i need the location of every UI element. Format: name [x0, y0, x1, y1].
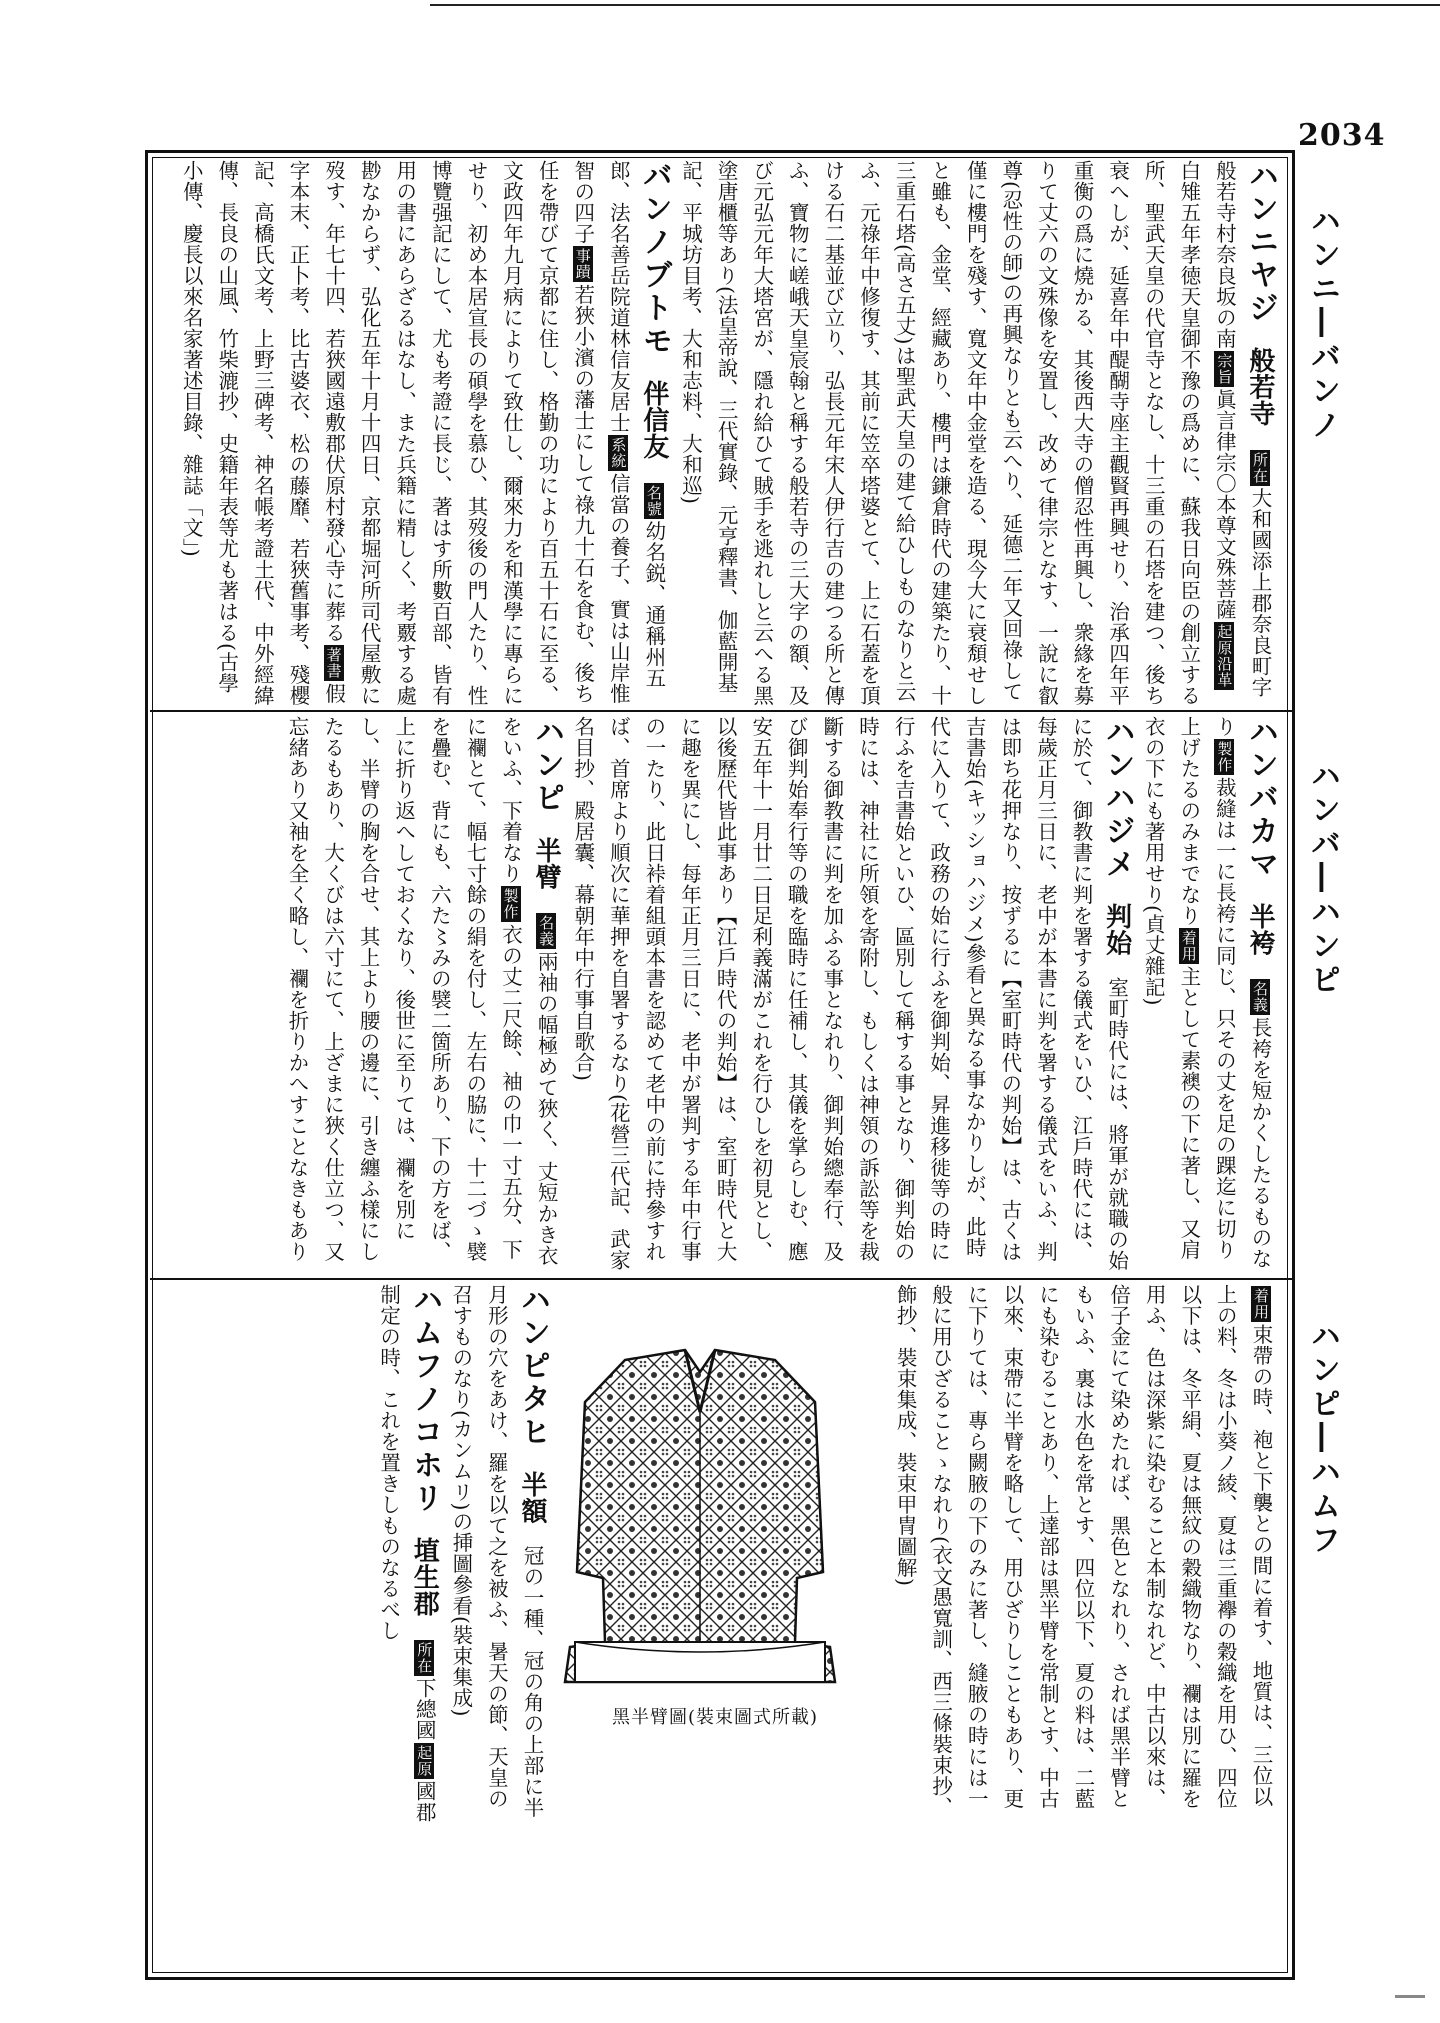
- entry-text: 冠の一種、冠の角の上部に半月形の穴をあけ、羅を以て之を被ふ、暑天の節、天皇の召すものなり(カンムリ)の挿圖參看(裝束集成): [448, 1284, 544, 1818]
- headword-kanji-hanbakama: 半袴: [1245, 903, 1275, 956]
- tag-name: 名號: [644, 484, 663, 517]
- entry-text: 室町時代には、將軍が就職の始に於て、御教書に判を署する儀式をいひ、江戶時代には、每歲正月三日に、老中が本書に判を署する儀式をいふ、判は即ち花押なり、按ずるに【室町時代の判始】は、古くは吉書始(キッショハジメ)參看と異なる事なかりしが、此時代に入りて、政務の始に行ふを御判始、昇進移徙等の時に行ふを吉書始といひ、區別して稱する事となり、御判始の時には、神社に所領を寄附し、もしくは神領の訴訟等を裁斷する御教書に判を加ふる事となれり、御判始總奉行、及び御判始奉行等の職を臨時に任補し、其儀を掌らしむ、應安五年十一月廿二日足利義滿がこれを行ひしを初見とし、以後歷代皆此事あり【江戶時代の判始】は、室町時代と大に趣を異にし、每年正月三日に、老中が署判する年中行事の一たり、此日裃着組頭本書を認めて老中の前に持參すれば、首席より順次に華押を自署するなり(花營三代記、武家名目抄、殿居囊、幕朝年中行事自歌合): [570, 716, 1129, 1271]
- tag-making: 製作: [501, 888, 520, 920]
- headword-kanji-hanpitahi: 半額: [517, 1471, 547, 1524]
- page-number: 2034: [1298, 118, 1386, 153]
- entry-text: 大和國添上郡奈良町字般若寺村奈良坂の南: [1212, 160, 1272, 698]
- entry-text: 幼名鋭、通稱州五郎、法名善岳院道林信友居士: [606, 160, 666, 689]
- tag-sect: 宗旨: [1215, 353, 1234, 385]
- tag-origin: 起原: [415, 1744, 434, 1777]
- headword-hannyaji: ハンニヤジ: [1243, 160, 1278, 325]
- entry-text: 眞言律宗〇本尊文殊菩薩: [1212, 389, 1237, 620]
- entry-text: 長袴を短かくしたるものなり: [1212, 716, 1272, 1269]
- headword-hamufunokohori: ハムフノコホリ: [407, 1284, 443, 1515]
- entry-text: 衣の丈二尺餘、袖の巾一寸五分、下に襴とて、幅七寸餘の絹を付し、左右の脇に、十二づゝ襞を疊む、背にも、六た〻みの襞二箇所あり、下の方をば、上に折り返へしておくなり、後世に至りては、襴を別にし、半臂の胸を合せ、其上より腰の邊に、引き纏ふ樣にしたるもあり、大くびは六寸にて、上ざまに狹く仕立つ、又忘緒あり又袖を全く略し、襴を折りかへすことなきもあり: [284, 716, 523, 1262]
- top-scan-line: [430, 4, 1440, 6]
- tag-deeds: 事蹟: [573, 248, 592, 280]
- tag-works: 著書: [324, 647, 343, 679]
- headword-bannobutomo: バンノブトモ: [636, 160, 672, 358]
- running-head-top: ハンニ―バンノ: [1305, 205, 1340, 443]
- running-head-bottom: ハンピ―ハムフ: [1305, 1320, 1340, 1558]
- figure-caption: 黑半臂圖(裝束圖式所載): [611, 1707, 819, 1728]
- tag-location: 所在: [1251, 451, 1269, 484]
- tag-wearing: 着用: [1179, 930, 1198, 962]
- tag-location: 所在: [415, 1641, 434, 1674]
- headword-hanhajime: ハンハジメ: [1099, 716, 1135, 881]
- entry-text: 下總國: [412, 1677, 437, 1741]
- headword-kanji-hanhajime: 判始: [1101, 903, 1132, 956]
- scan-mark: [1395, 1995, 1425, 1998]
- headword-kanji-hannyaji: 般若寺: [1245, 347, 1275, 427]
- entry-text: 信當の養子、實は山岸惟智の四子: [570, 160, 631, 704]
- entry-text: 若狹小濱の藩士にして祿九十石を食む、後ち任を帶びて京都に住し、格勤の功により百五十石に至る、文政四年九月病によりて致仕し、爾來力を和漢學に專らにせり、初め本居宣長の碩學を慕ひ、其歿後の門人たり、性博覽强記にして、尤も考證に長じ、著はす所數百部、皆有用の書にあらざるはなし、また兵籍に精しく、考覈する處尠なからず、弘化五年十月十四日、京都堀河所司代屋敷に歿す、年七十四、若狹國遠敷郡伏原村發心寺に葬る: [321, 160, 595, 706]
- headword-hanpi: ハンピ: [529, 716, 565, 815]
- headword-kanji-bannobutomo: 伴信友: [638, 380, 669, 460]
- tag-wearing: 着用: [1252, 1288, 1270, 1320]
- tag-making: 製作: [1215, 741, 1234, 773]
- section-divider-1: [150, 710, 1295, 712]
- section-3-text-left: [160, 1284, 550, 1824]
- running-head-middle: ハンバ―ハンピ: [1305, 760, 1340, 998]
- headword-hanbakama: ハンバカマ: [1243, 716, 1278, 881]
- entry-text: 白雉五年孝徳天皇御不豫の爲めに、蘇我日向臣の創立する所、聖武天皇の代官寺となし、十三重の石塔を建つ、後ち衰へしが、延喜年中醍醐寺座主觀賢再興せり、治承四年平重衡の爲に燒かる、其後西大寺の僧忍性再興し、衆緣を募りて丈六の文殊像を安置し、改めて律宗となす、一說に叡尊(忍性の師)の再興なりとも云へり、延德二年又回祿して僅に樓門を殘す、寬文年中金堂を造る、現今大に衰頽せしと雖も、金堂、經藏あり、樓門は鎌倉時代の建築たり、十三重石塔(高さ五丈)は聖武天皇の建て給ひしものなりと云ふ、元祿年中修復す、其前に笠卒塔婆とて、上に石蓋を頂ける石二基並び立り、弘長元年宋人伊行吉の建つる所と傳ふ、寶物に嵯峨天皇宸翰と稱する般若寺の三大字の額、及び元弘元年大塔宮が、隱れ給ひて賊手を逃れしと云へる黑塗唐櫃等あり(法皇帝說、三代實錄、元亨釋書、伽藍開基記、平城坊目考、大和志料、大和巡): [678, 160, 1201, 706]
- entry-text: 兩袖の幅極めて狹く、丈短かき衣をいふ、下着なり: [498, 716, 559, 1266]
- tag-meaning: 名義: [1251, 981, 1269, 1013]
- entry-text: 主として素襖の下に著し、又肩衣の下にも著用せり(貞丈雜記): [1141, 716, 1201, 1260]
- section-2-text: [160, 716, 1278, 1274]
- headword-kanji-hanpi: 半臂: [531, 837, 562, 890]
- headword-kanji-hamufunokohori: 埴生郡: [409, 1537, 440, 1617]
- tag-lineage: 系統: [609, 437, 628, 469]
- section-1-text: [160, 160, 1278, 708]
- tag-meaning: 名義: [537, 915, 556, 947]
- tag-origin: 起原沿革: [1215, 624, 1234, 688]
- entry-text: 裁縫は一に長袴に同じ、只その丈を足の踝迄に切り上げたるのみまでなり: [1176, 716, 1237, 1260]
- entry-text: 束帶の時、袍と下襲との間に着す、地質は、三位以上の料、冬は小葵ノ綾、夏は三重襷の穀織を用ひ、四位以下は、冬平絹、夏は無紋の穀織物なり、襴は別に羅を用ふ、色は深紫に染むること本制なれど、中古以來は、倍子金にて染めたれば、黑色となれり、されば黑半臂ともいふ、裏は水色を常とす、四位以下、夏の料は、二藍にも染むることあり、上達部は黑半臂を常制とす、中古以來、束帶に半臂を略して、用ひざりしこともあり、更に下りては、專ら闕腋の下のみに著し、縫腋の時には一般に用ひざることゝなれり(衣文愚寬訓、西三條裝束抄、飾抄、裝束集成、裝束甲冑圖解): [893, 1284, 1273, 1818]
- section-3-text-right: [880, 1284, 1278, 1824]
- entry-text: 假字本末、正卜考、比古婆衣、松の藤靡、若狹舊事考、殘櫻記、高橋氏文考、上野三碑考、神名帳考證土代、中外經緯傳、長良の山風、竹柴漉抄、史籍年表等尤も著はる(古學小傳、慶長以來名家著述目錄、雜誌「文」): [179, 160, 346, 706]
- hanpi-garment-illustration: [555, 1342, 845, 1694]
- headword-hanpitahi: ハンピタヒ: [515, 1284, 550, 1449]
- entry-text: 國郡制定の時、これを置きしものなるべし: [376, 1284, 437, 1823]
- section-divider-2: [150, 1278, 1295, 1280]
